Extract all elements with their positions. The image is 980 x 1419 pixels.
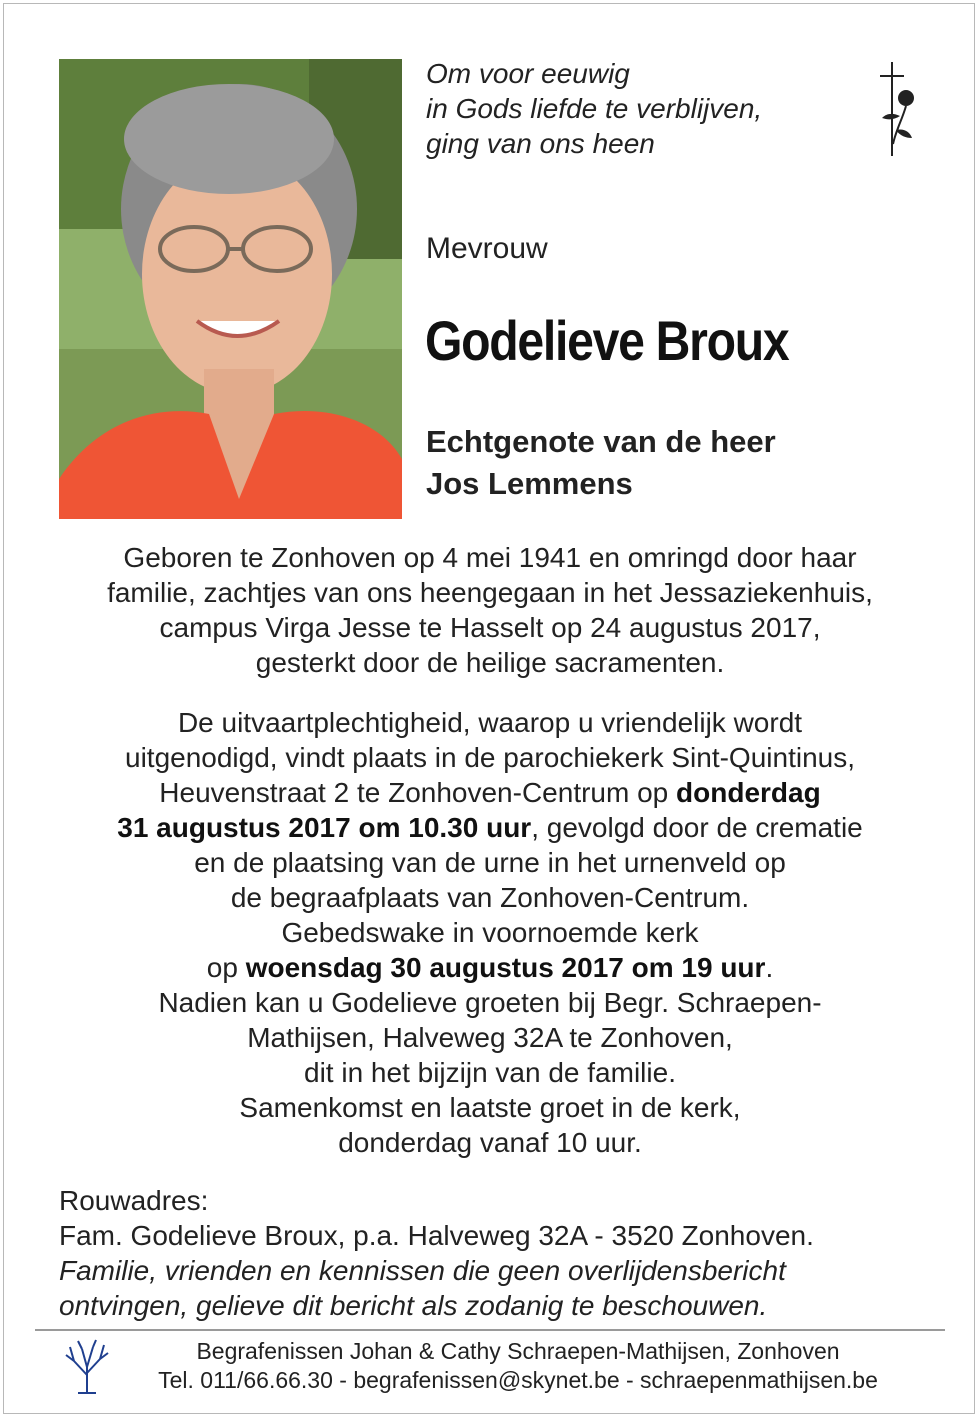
paragraph1-line: campus Virga Jesse te Hasselt op 24 augustus 2017, [159, 612, 821, 643]
paragraph2-line: donderdag vanaf 10 uur. [338, 1127, 642, 1158]
funeral-day: donderdag [676, 777, 821, 808]
paragraph2-line: Nadien kan u Godelieve groeten bij Begr. Schraepen- [158, 987, 822, 1018]
funeral-datetime: 31 augustus 2017 om 10.30 uur [117, 812, 532, 843]
spouse-line-2: Jos Lemmens [426, 466, 633, 501]
paragraph2-text: , gevolgd door de crematie [531, 812, 863, 843]
paragraph2-text: op [206, 952, 246, 983]
funeral-home-name: Begrafenissen Johan & Cathy Schraepen-Mathijsen, Zonhoven [196, 1338, 840, 1364]
paragraph2-line: Gebedswake in voornoemde kerk [281, 917, 699, 948]
paragraph2-line: dit in het bijzijn van de familie. [304, 1057, 676, 1088]
intro-line-1: Om voor eeuwig [426, 58, 630, 89]
intro-line-3: ging van ons heen [426, 128, 655, 159]
deceased-name: Godelieve Broux [425, 309, 789, 372]
mourning-address [59, 1183, 814, 1323]
address-label: Rouwadres: [59, 1185, 209, 1216]
paragraph2-text: Heuvenstraat 2 te Zonhoven-Centrum op [159, 777, 677, 808]
spouse-line-1: Echtgenote van de heer [426, 424, 776, 459]
paragraph1-line: familie, zachtjes van ons heengegaan in het Jessaziekenhuis, [107, 577, 873, 608]
paragraph2-text: . [765, 952, 774, 983]
tree-logo-icon [60, 1337, 114, 1395]
birth-death-paragraph [0, 540, 980, 680]
paragraph1-line: Geboren te Zonhoven op 4 mei 1941 en omringd door haar [123, 542, 857, 573]
paragraph2-line [0, 775, 980, 810]
paragraph2-line: en de plaatsing van de urne in het urnenveld op [194, 847, 786, 878]
paragraph2-line: uitgenodigd, vindt plaats in de parochiekerk Sint-Quintinus, [125, 742, 855, 773]
paragraph2-line: de begraafplaats van Zonhoven-Centrum. [230, 882, 750, 913]
funeral-details-paragraph [0, 705, 980, 1160]
cross-with-rose-icon [866, 58, 922, 160]
portrait-photo [59, 59, 402, 519]
footer-divider [35, 1329, 945, 1331]
paragraph1-line: gesterkt door de heilige sacramenten. [255, 647, 725, 678]
paragraph2-line [0, 810, 980, 845]
salutation: Mevrouw [426, 232, 548, 265]
paragraph2-line [0, 950, 980, 985]
spouse-info [426, 421, 776, 505]
intro-verse [426, 56, 762, 161]
funeral-home-info [128, 1337, 908, 1395]
funeral-home-contact: Tel. 011/66.66.30 - begrafenissen@skynet.be - schraepenmathijsen.be [158, 1367, 878, 1393]
address-note-1: Familie, vrienden en kennissen die geen overlijdensbericht [59, 1255, 786, 1286]
paragraph2-line: De uitvaartplechtigheid, waarop u vriendelijk wordt [177, 707, 803, 738]
address-value: Fam. Godelieve Broux, p.a. Halveweg 32A - 3520 Zonhoven. [59, 1220, 814, 1251]
paragraph2-line: Mathijsen, Halveweg 32A te Zonhoven, [247, 1022, 733, 1053]
wake-datetime: woensdag 30 augustus 2017 om 19 uur [245, 952, 766, 983]
intro-line-2: in Gods liefde te verblijven, [426, 93, 763, 124]
address-note-2: ontvingen, gelieve dit bericht als zodanig te beschouwen. [59, 1290, 768, 1321]
paragraph2-line: Samenkomst en laatste groet in de kerk, [239, 1092, 741, 1123]
